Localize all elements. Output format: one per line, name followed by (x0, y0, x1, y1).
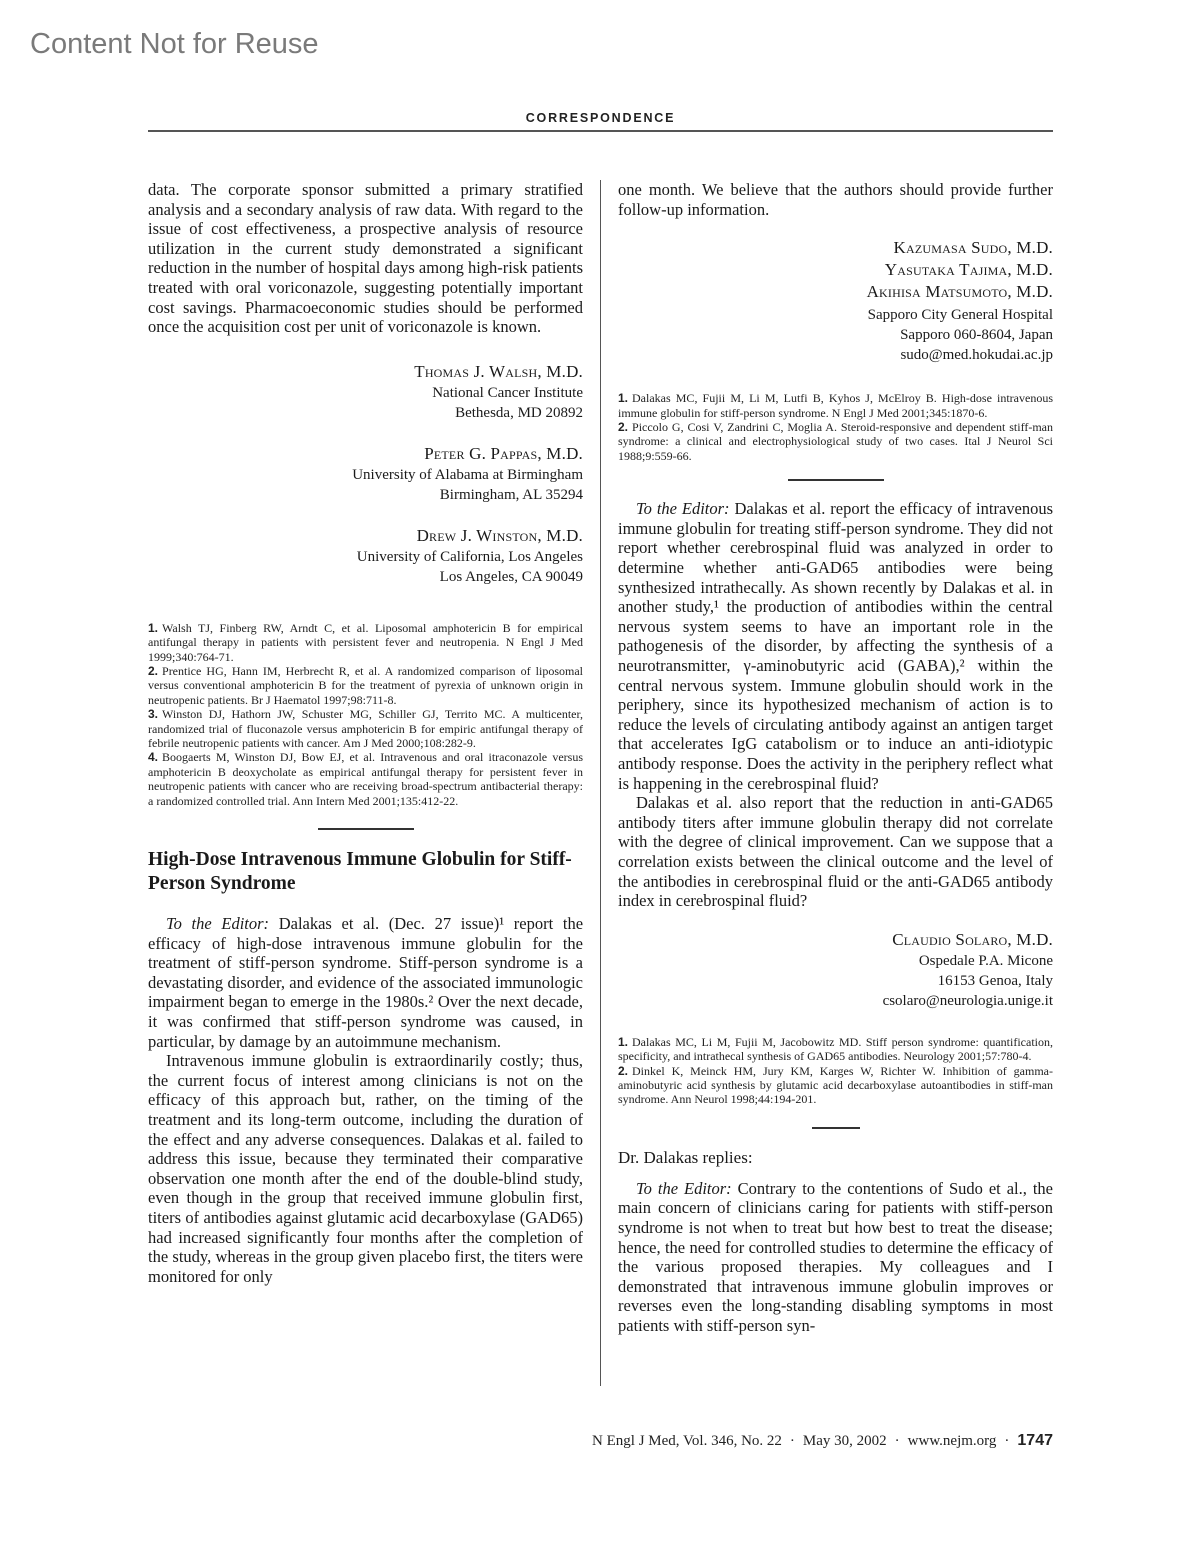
journal-citation: N Engl J Med, Vol. 346, No. 22 (592, 1433, 782, 1449)
letter-paragraph: To the Editor: Dalakas et al. (Dec. 27 issue)¹ report the efficacy of high-dose intravenous immune globulin for the treatment of stiff-person syndrome. Stiff-person syndrome is a devastating disorder, and evidence of the associated immunologic impairment began to emerge in the 1980s.² Over the next decade, it was confirmed that stiff-person syndrome was caused, in particular, by damage by an autoimmune mechanism. (148, 914, 584, 1051)
author-name: Drew J. Winston, M.D. (416, 525, 583, 545)
reference-list (618, 1035, 1053, 1107)
email-address: sudo@med.hokudai.ac.jp (900, 347, 1053, 364)
author-name: Yasutaka Tajima, M.D. (884, 260, 1053, 280)
reference-item: 2. Dinkel K, Meinck HM, Jury KM, Karges W, Richter W. Inhibition of gamma-aminobutyric acid synthesis by glutamic acid decarboxylase autoantibodies in stiff-man syndrome. Ann Neurol 1998;44:194-201. (618, 1063, 1053, 1107)
section-divider (788, 479, 884, 481)
left-column (148, 180, 583, 1286)
author-name: Claudio Solaro, M.D. (892, 929, 1053, 949)
reference-list (618, 391, 1053, 463)
reference-item: 2. Prentice HG, Hann IM, Herbrecht R, et al. A randomized comparison of liposomal versus conventional amphotericin B for the treatment of pyrexia of unknown origin in neutropenic patients. Br J Haematol 1997;98:711-8. (148, 663, 583, 707)
reference-list (148, 621, 583, 808)
reply-heading: Dr. Dalakas replies: (618, 1147, 753, 1167)
author-name: Thomas J. Walsh, M.D. (414, 361, 583, 381)
section-divider (812, 1127, 860, 1129)
editor-salutation: To the Editor: (636, 499, 730, 519)
column-divider-rule (600, 180, 601, 1386)
footer-separator: · (789, 1433, 795, 1449)
author-name: Akihisa Matsumoto, M.D. (866, 282, 1053, 302)
signature-walsh (148, 361, 583, 423)
affiliation-line: Bethesda, MD 20892 (455, 404, 583, 421)
email-address: csolaro@neurologia.unige.it (882, 992, 1053, 1009)
reference-item: 2. Piccolo G, Cosi V, Zandrini C, Moglia A. Steroid-responsive and dependent stiff-man syndrome: a clinical and electrophysiological study of two cases. Ital J Neurol Sci 1988;9:559-66. (618, 420, 1053, 463)
affiliation-line: 16153 Genoa, Italy (937, 972, 1053, 989)
reference-item: 4. Boogaerts M, Winston DJ, Bow EJ, et al. Intravenous and oral itraconazole versus amphotericin B deoxycholate as empirical antifungal therapy for persistent fever in neutropenic patients with cancer who are receiving broad-spectrum antibacterial therapy: a randomized controlled trial. Ann Intern Med 2001;135:412-22. (148, 750, 583, 808)
affiliation-line: Los Angeles, CA 90049 (439, 568, 583, 585)
author-name: Peter G. Pappas, M.D. (424, 443, 583, 463)
letter-paragraph: To the Editor: Dalakas et al. report the efficacy of intravenous immune globulin for treating stiff-person syndrome. They did not report whether cerebrospinal fluid was analyzed in order to determine whether anti-GAD65 antibodies were being synthesized intrathecally. As shown recently by Dalakas et al. in another study,¹ the production of antibodies within the central nervous system seems to have an important role in the pathogenesis of the disorder, by affecting the synthesis of a neurotransmitter, γ-aminobutyric acid (GABA),² within the central nervous system. Immune globulin should work in the periphery, since its hypothesized mechanism of action is to reduce the levels of circulating antibody against an antigen target that accelerates IgG catabolism or to induce an anti-idiotypic antibody response. Does the activity in the periphery reflect what is happening in the cerebrospinal fluid? (618, 499, 1054, 793)
signature-group-sudo (618, 237, 1053, 365)
page-footer (148, 1432, 1053, 1450)
footer-separator: · (1004, 1433, 1010, 1449)
affiliation-line: University of California, Los Angeles (356, 548, 583, 565)
right-column (618, 180, 1053, 1335)
affiliation-line: National Cancer Institute (432, 384, 583, 401)
watermark: Content Not for Reuse (30, 28, 319, 60)
signature-solaro (618, 929, 1053, 1011)
footer-separator: · (894, 1433, 900, 1449)
editor-salutation: To the Editor: (166, 914, 270, 934)
letter-paragraph: Dalakas et al. also report that the reduction in anti-GAD65 antibody titers after immune globulin therapy did not correlate with the degree of clinical improvement. Can we suppose that a correlation exists between the clinical outcome and the level of the antibodies in cerebrospinal fluid or the anti-GAD65 antibody index in cerebrospinal fluid? (618, 793, 1053, 911)
author-name: Kazumasa Sudo, M.D. (893, 238, 1053, 258)
article-title: High-Dose Intravenous Immune Globulin for Stiff-Person Syndrome (148, 849, 572, 895)
reference-item: 3. Winston DJ, Hathorn JW, Schuster MG, Schiller GJ, Territo MC. A multicenter, randomized trial of fluconazole versus amphotericin B for empiric antifungal therapy of febrile neutropenic patients with cancer. Am J Med 2000;108:282-9. (148, 707, 583, 750)
issue-date: May 30, 2002 (802, 1433, 887, 1449)
reference-item: 1. Walsh TJ, Finberg RW, Arndt C, et al. Liposomal amphotericin B for empirical antifungal therapy in patients with persistent fever and neutropenia. N Engl J Med 1999;340:764-71. (148, 620, 583, 664)
page-number: 1747 (1017, 1432, 1053, 1449)
reference-item: 1. Dalakas MC, Li M, Fujii M, Jacobowitz MD. Stiff person syndrome: quantification, specificity, and intrathecal synthesis of GAD65 antibodies. Neurology 2001;57:780-4. (618, 1034, 1053, 1064)
letter-paragraph: Intravenous immune globulin is extraordinarily costly; thus, the current focus of interest among clinicians is not on the efficacy of this approach but, rather, on the timing of the treatment and its long-term outcome, including the duration of the effect and any adverse consequences. Dalakas et al. failed to address this issue, because they terminated their comparative observation one month after the end of the double-blind study, even though in the group that received immune globulin first, titers of antibodies against glutamic acid decarboxylase (GAD65) had increased significantly four months after the completion of the study, whereas in the group given placebo first, the titers were monitored for only (148, 1051, 583, 1286)
journal-website: www.nejm.org (907, 1433, 997, 1449)
continuation-paragraph: one month. We believe that the authors should provide further follow-up information. (618, 180, 1053, 219)
affiliation-line: Ospedale P.A. Micone (918, 952, 1053, 969)
signature-winston (148, 525, 583, 587)
header-rule (148, 130, 1053, 132)
editor-salutation: To the Editor: (636, 1178, 732, 1198)
affiliation-line: University of Alabama at Birmingham (352, 466, 583, 483)
affiliation-line: Sapporo City General Hospital (867, 307, 1053, 324)
reference-item: 1. Dalakas MC, Fujii M, Li M, Lutfi B, Kyhos J, McElroy B. High-dose intravenous immune globulin for stiff-person syndrome. N Engl J Med 2001;345:1870-6. (618, 391, 1053, 420)
reply-paragraph: To the Editor: Contrary to the contentions of Sudo et al., the main concern of clinicians caring for patients with stiff-person syndrome is not when to treat but how best to treat the disease; hence, the need for controlled studies to determine the efficacy of the various proposed therapies. My colleagues and I demonstrated that intravenous immune globulin improves or reverses even the long-standing disabling symptoms in most patients with stiff-person syn- (618, 1178, 1053, 1335)
affiliation-line: Birmingham, AL 35294 (439, 486, 583, 503)
affiliation-line: Sapporo 060-8604, Japan (900, 327, 1053, 344)
continuation-paragraph: data. The corporate sponsor submitted a primary stratified analysis and a secondary analysis of raw data. With regard to the issue of cost effectiveness, a prospective analysis of resource utilization in the current study demonstrated a significant reduction in the number of hospital days among high-risk patients treated with oral voriconazole, suggesting potentially important cost savings. Pharmacoeconomic studies should be performed once the acquisition cost per unit of voriconazole is known. (148, 180, 583, 337)
signature-pappas (148, 443, 583, 505)
section-divider (318, 828, 414, 830)
section-header: CORRESPONDENCE (525, 111, 676, 125)
